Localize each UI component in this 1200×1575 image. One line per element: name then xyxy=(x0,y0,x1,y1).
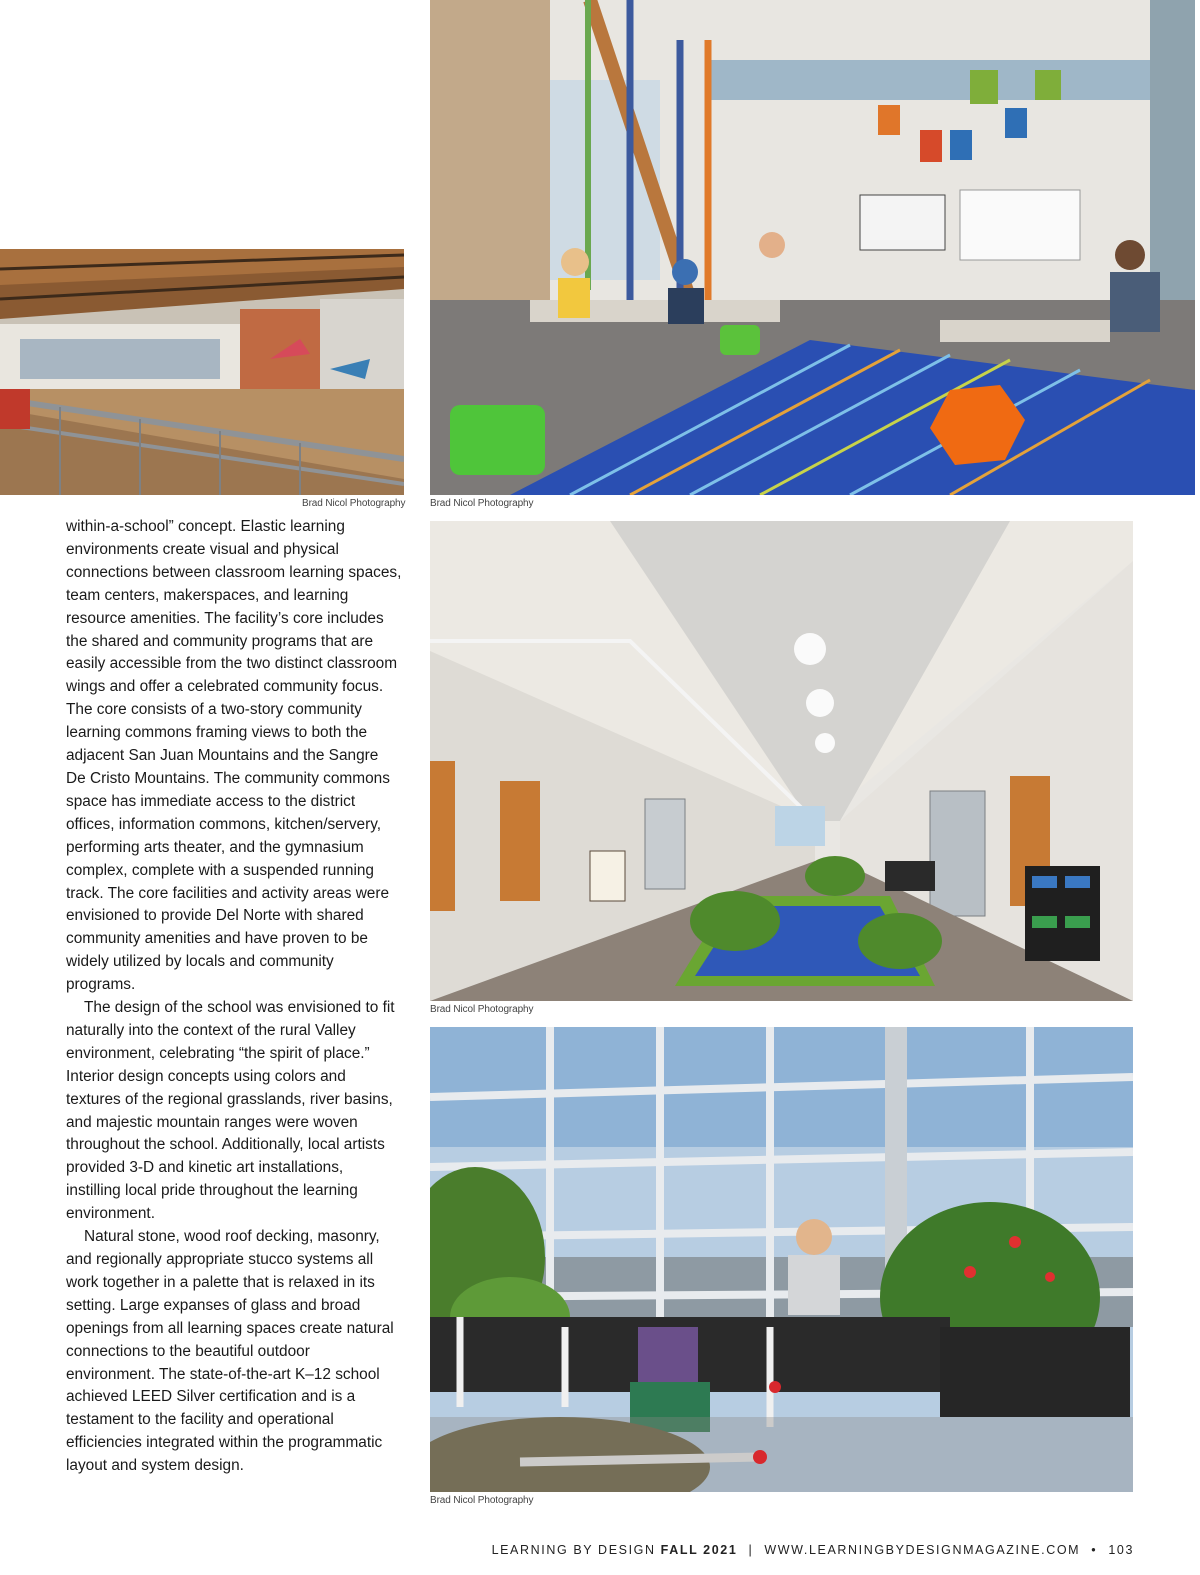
magazine-name: LEARNING BY DESIGN xyxy=(491,1543,656,1557)
issue-label: FALL 2021 xyxy=(660,1543,738,1557)
makerspace-photo xyxy=(430,0,1195,495)
article-paragraph: Natural stone, wood roof decking, masonry, and regionally appropriate stucco systems all work together in a palette that is relaxed in its setting. Large expanses of glass and broad openings from all learning spaces create natural connections to the beautiful outdoor environment. The state-of-the-art K–12 school achieved LEED Silver certification and is a testament to the facility and operational efficiencies integrated within the programmatic layout and system design. xyxy=(66,1228,394,1475)
article-paragraph: within-a-school” concept. Elastic learning environments create visual and physical connections between classroom learning spaces, team centers, makerspaces, and learning resource amenities. The facility’s core includes the shared and community programs that are easily accessible from the two distinct classroom wings and offer a celebrated community focus. The core consists of a two-story community learning commons framing views to both the adjacent San Juan Mountains and the Sangre De Cristo Mountains. The community commons space has immediate access to the district offices, information commons, kitchen/servery, performing arts theater, and the gymnasium complex, complete with a suspended running track. The core facilities and activity areas were envisioned to provide Del Norte with shared community amenities and have proven to be widely utilized by locals and community programs. xyxy=(66,518,402,994)
footer-separator: | xyxy=(748,1543,754,1557)
article-body xyxy=(66,516,402,1478)
article-paragraph: The design of the school was envisioned to fit naturally into the context of the rural Valley environment, celebrating “the spirit of place.” Interior design concepts using colors and textures of the regional grasslands, river basins, and majestic mountain ranges were woven throughout the school. Additionally, local artists provided 3-D and kinetic art installations, instilling local pride throughout the learning environment. xyxy=(66,999,395,1223)
corridor-photo xyxy=(430,521,1133,1001)
page-footer xyxy=(492,1543,1134,1557)
photo-credit: Brad Nicol Photography xyxy=(430,498,534,509)
atrium-photo xyxy=(0,249,404,495)
page-number: 103 xyxy=(1108,1543,1134,1557)
greenhouse-photo xyxy=(430,1027,1133,1492)
footer-bullet: • xyxy=(1091,1543,1098,1557)
photo-credit: Brad Nicol Photography xyxy=(302,498,406,509)
photo-credit: Brad Nicol Photography xyxy=(430,1495,534,1506)
photo-credit: Brad Nicol Photography xyxy=(430,1004,534,1015)
website-link[interactable]: WWW.LEARNINGBYDESIGNMAGAZINE.COM xyxy=(764,1543,1081,1557)
